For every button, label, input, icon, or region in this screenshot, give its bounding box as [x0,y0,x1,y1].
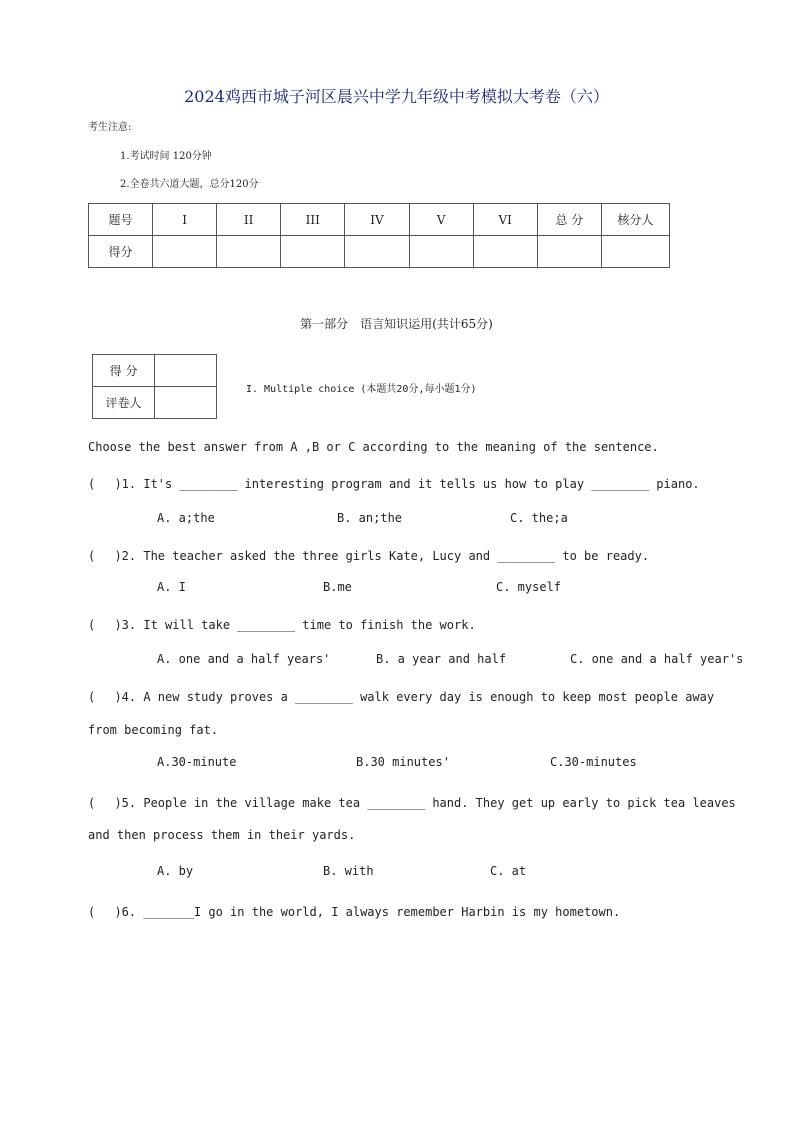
score-table-header-row [89,204,670,236]
grader-name-label: 评卷人 [93,387,155,419]
score-row-label: 得分 [89,236,153,268]
notice-line-1: 1.考试时间 120分钟 [120,151,212,162]
score-cell[interactable] [473,236,537,268]
question-3-option-c[interactable]: C. one and a half year's [570,652,744,666]
question-1-option-b[interactable]: B. an;the [337,511,403,525]
section-instruction: Choose the best answer from A ,B or C according to the meaning of the sentence. [88,440,659,454]
question-5-stem-cont: and then process them in their yards. [88,828,356,842]
question-2-option-b[interactable]: B.me [323,580,352,594]
question-5-option-a[interactable]: A. by [157,864,194,878]
score-cell[interactable] [537,236,601,268]
notice-line-2: 2.全卷共六道大题，总分120分 [120,179,259,190]
score-header-cell: II [217,204,281,236]
score-header-cell: 题号 [89,204,153,236]
score-cell[interactable] [409,236,473,268]
question-4-option-b[interactable]: B.30 minutes' [356,755,450,769]
score-cell[interactable] [153,236,217,268]
question-2-option-c[interactable]: C. myself [496,580,562,594]
part-title: 第一部分 语言知识运用(共计65分) [300,317,493,331]
score-header-cell: VI [473,204,537,236]
question-6-stem: ( )6. _______I go in the world, I always remember Harbin is my hometown. [88,905,621,919]
score-cell[interactable] [281,236,345,268]
question-5-option-b[interactable]: B. with [323,864,374,878]
question-4-stem: ( )4. A new study proves a ________ walk every day is enough to keep most people away [88,690,715,704]
grader-score-label: 得 分 [93,355,155,387]
score-header-cell: 核分人 [601,204,669,236]
question-1-option-c[interactable]: C. the;a [510,511,568,525]
question-1-option-a[interactable]: A. a;the [157,511,215,525]
question-2-stem: ( )2. The teacher asked the three girls Kate, Lucy and ________ to be ready. [88,549,650,563]
grader-name-cell[interactable] [155,387,217,419]
score-cell[interactable] [601,236,669,268]
question-3-stem: ( )3. It will take ________ time to finish the work. [88,618,476,632]
question-4-option-a[interactable]: A.30-minute [157,755,237,769]
score-table-row [89,236,670,268]
grader-score-cell[interactable] [155,355,217,387]
question-5-stem: ( )5. People in the village make tea ________ hand. They get up early to pick tea leaves [88,796,736,810]
score-header-cell: IV [345,204,409,236]
score-header-cell: III [281,204,345,236]
score-header-cell: V [409,204,473,236]
question-5-option-c[interactable]: C. at [490,864,527,878]
score-table [88,203,670,268]
score-header-cell: I [153,204,217,236]
grader-table [92,354,217,419]
page-title: 2024鸡西市城子河区晨兴中学九年级中考模拟大考卷（六） [184,87,609,106]
section-title: I. Multiple choice (本题共20分,每小题1分) [246,384,477,395]
score-cell[interactable] [345,236,409,268]
notice-heading: 考生注意: [88,122,132,133]
question-2-option-a[interactable]: A. I [157,580,186,594]
question-3-option-a[interactable]: A. one and a half years' [157,652,331,666]
question-4-option-c[interactable]: C.30-minutes [550,755,637,769]
question-3-option-b[interactable]: B. a year and half [376,652,507,666]
question-4-stem-cont: from becoming fat. [88,723,219,737]
score-header-cell: 总 分 [537,204,601,236]
score-cell[interactable] [217,236,281,268]
question-1-stem: ( )1. It's ________ interesting program and it tells us how to play ________ piano. [88,477,700,491]
